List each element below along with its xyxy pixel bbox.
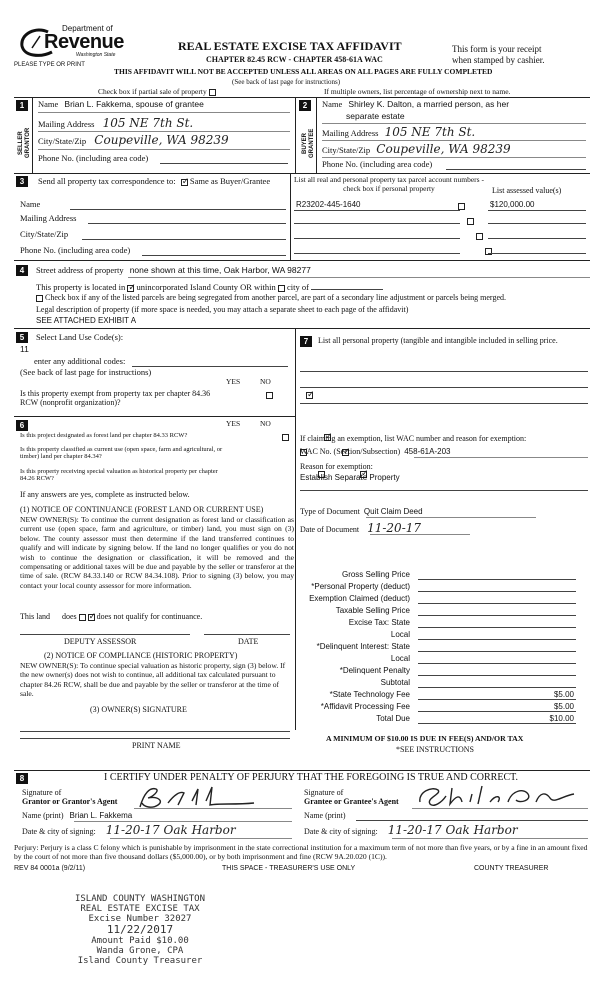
logo-word: Revenue — [44, 31, 124, 53]
s7-minimum: A MINIMUM OF $10.00 IS DUE IN FEE(S) AND/OR TAX — [326, 734, 524, 743]
s3-send-label: Send all property tax correspondence to: — [38, 176, 176, 186]
s1-city-field[interactable]: Coupeville, WA 98239 — [94, 133, 229, 147]
s8-certify: I CERTIFY UNDER PENALTY OF PERJURY THAT THE FOREGOING IS TRUE AND CORRECT. — [104, 772, 518, 783]
q1-yes-checkbox[interactable] — [282, 434, 289, 441]
s6-notice1-title: (1) NOTICE OF CONTINUANCE (FOREST LAND OR CURRENT USE) — [20, 505, 264, 514]
stamp-line-3: Excise Number 32027 — [88, 914, 192, 924]
s7-list-personal: List all personal property (tangible and intangible included in selling price. — [318, 336, 558, 345]
s6-if-yes: If any answers are yes, complete as instructed below. — [20, 490, 190, 499]
fee-value-field[interactable] — [418, 678, 576, 688]
fee-value-field[interactable] — [418, 606, 576, 616]
warning-banner: THIS AFFIDAVIT WILL NOT BE ACCEPTED UNLESS ALL AREAS ON ALL PAGES ARE FULLY COMPLETED — [114, 67, 493, 76]
s6-deputy-label: DEPUTY ASSESSOR — [64, 637, 137, 646]
fee-value-field[interactable] — [418, 630, 576, 640]
section-5-number: 5 — [16, 332, 28, 343]
fee-label: Local — [390, 654, 410, 663]
personal-property-field-3[interactable] — [300, 394, 588, 404]
fee-value-field[interactable] — [418, 618, 576, 628]
s1-name-label: Name — [38, 99, 59, 109]
personal-property-field-2[interactable] — [300, 378, 588, 388]
s2-mailing-label: Mailing Address — [322, 128, 379, 138]
s3-city-field[interactable] — [82, 230, 286, 240]
s8-sig-grantee-label1: Signature of — [304, 788, 344, 797]
fee-row — [298, 570, 576, 581]
segregated-checkbox[interactable] — [36, 295, 43, 302]
fee-value-field[interactable] — [418, 594, 576, 604]
s4-city-of-label: city of — [287, 282, 309, 292]
s8-grantee-date-label: Date & city of signing: — [304, 827, 378, 836]
see-back-instructions: (See back of last page for instructions) — [232, 78, 341, 86]
s8-sig-grantor-label1: Signature of — [22, 788, 62, 797]
fee-row — [298, 678, 576, 689]
s2-name-field[interactable]: Shirley K. Dalton, a married person, as her — [348, 99, 510, 109]
s3-same-label: Same as Buyer/Grantee — [189, 176, 271, 186]
parcel-personal-checkbox-2[interactable] — [467, 218, 474, 225]
buyer-grantee-label: BUYER GRANTEE — [302, 128, 315, 158]
deputy-assessor-field[interactable] — [20, 625, 190, 635]
fee-row — [298, 642, 576, 653]
s5-no-header: NO — [260, 377, 271, 386]
parcel-field-2[interactable] — [294, 214, 460, 224]
s6-no-header: NO — [260, 419, 271, 428]
s2-mailing-field[interactable]: 105 NE 7th St. — [384, 125, 476, 139]
parcel-field-4[interactable] — [294, 244, 460, 254]
s4-segregated-label: Check box if any of the listed parcels are being segregated from another parcel, are part of a secondary line adjustment or parcels being merged. — [45, 293, 506, 302]
s6-does: does — [62, 612, 77, 621]
s8-grantee-name-label: Name (print) — [304, 811, 346, 820]
fee-label: Gross Selling Price — [341, 570, 410, 579]
section-2-number: 2 — [299, 100, 311, 111]
s6-date-label: DATE — [238, 637, 259, 646]
s8-grantee-date[interactable]: 11-20-17 Oak Harbor — [387, 823, 518, 837]
rev-number: REV 84 0001a (9/2/11) — [14, 865, 86, 872]
receipt-note: This form is your receipt — [452, 44, 542, 54]
fee-row — [298, 606, 576, 617]
owner-print-name-field[interactable] — [20, 738, 290, 739]
parcel-number[interactable]: R23202-445-1640 — [296, 200, 361, 209]
parcel-personal-checkbox-3[interactable] — [476, 233, 483, 240]
stamp-line-1: ISLAND COUNTY WASHINGTON — [74, 894, 206, 904]
personal-property-field-1[interactable] — [300, 362, 588, 372]
unincorporated-checkbox[interactable] — [127, 285, 134, 292]
fee-label: *Personal Property (deduct) — [311, 582, 410, 591]
s6-print-name-label: PRINT NAME — [132, 741, 181, 750]
owner-signature-field[interactable] — [20, 722, 290, 732]
s6-yes-header: YES — [226, 419, 241, 428]
s7-wac-label: WAC No. (Section/Subsection) — [300, 447, 401, 456]
s6-q1: Is this project designated as forest land per chapter 84.33 RCW? — [20, 432, 188, 439]
fee-row — [298, 666, 576, 677]
grantor-signature[interactable] — [134, 783, 284, 811]
check-partial-sale — [98, 88, 216, 97]
s2-name-label: Name — [322, 99, 343, 109]
deputy-date-field[interactable] — [204, 625, 290, 635]
s5-exempt-question: Is this property exempt from property tax per chapter 84.36 RCW (nonprofit organization)? — [20, 389, 211, 408]
section-7-number: 7 — [300, 336, 312, 347]
s1-mailing-label: Mailing Address — [38, 119, 95, 129]
s1-name-field[interactable]: Brian L. Fakkema, spouse of grantee — [64, 99, 204, 109]
fee-label: Total Due — [376, 714, 410, 723]
fee-row — [298, 594, 576, 605]
s7-doc-type-label: Type of Document — [300, 507, 360, 516]
form-title: REAL ESTATE EXCISE TAX AFFIDAVIT — [178, 39, 402, 53]
please-type: PLEASE TYPE OR PRINT — [14, 62, 85, 68]
s3-city-label: City/State/Zip — [20, 229, 69, 239]
s6-qualify: qualify for continuance. — [125, 612, 203, 621]
grantee-signature[interactable] — [412, 782, 582, 810]
s5-yes-header: YES — [226, 377, 241, 386]
s4-city-of-field[interactable] — [311, 281, 383, 290]
receipt-note-2: when stamped by cashier. — [452, 55, 545, 65]
s3-phone-label: Phone No. (including area code) — [20, 245, 131, 255]
fee-value-field[interactable] — [418, 642, 576, 652]
s6-notice2-title: (2) NOTICE OF COMPLIANCE (HISTORIC PROPERTY) — [44, 651, 238, 660]
parcel-field-3[interactable] — [294, 229, 460, 239]
s4-unincorporated-label: unincorporated Island County OR within — [136, 282, 276, 292]
s1-phone-label: Phone No. (including area code) — [38, 153, 149, 163]
s4-legal-field[interactable]: SEE ATTACHED EXHIBIT A — [36, 316, 137, 325]
s3-mailing-label: Mailing Address — [20, 213, 77, 223]
fee-label: Local — [390, 630, 410, 639]
fee-row — [298, 654, 576, 665]
s8-grantee-name-field[interactable] — [356, 811, 588, 821]
fee-row — [298, 714, 576, 725]
s1-city-label: City/State/Zip — [38, 136, 87, 146]
s8-sig-grantor-label2: Grantor or Grantor's Agent — [22, 797, 118, 806]
s1-phone-field[interactable] — [160, 154, 288, 164]
s2-city-label: City/State/Zip — [322, 145, 371, 155]
fee-value-field[interactable] — [418, 570, 576, 580]
s7-exemption-label: If claiming an exemption, list WAC number and reason for exemption: — [300, 434, 527, 443]
s2-phone-field[interactable] — [446, 160, 586, 170]
s7-doc-type-field[interactable]: Quit Claim Deed — [363, 507, 423, 516]
fee-value-field[interactable] — [418, 666, 576, 676]
fee-row — [298, 630, 576, 641]
does-qualify-checkbox[interactable] — [79, 614, 86, 621]
perjury-notice: Perjury: Perjury is a class C felony which is punishable by imprisonment in the state correctional institution for a maximum term of not more than five years, or by a fine in an amount fixed by the court of not more than five thousand dollars ($5,000.00), or by both imprisonment and fine (RCW 9A.20.020 (1C)). — [14, 843, 588, 862]
same-as-buyer-checkbox[interactable] — [181, 179, 188, 186]
treasurer-stamp — [50, 894, 230, 966]
stamp-line-5: Amount Paid $10.00 — [91, 936, 189, 946]
s2-phone-label: Phone No. (including area code) — [322, 159, 433, 169]
parcel-personal-checkbox-1[interactable] — [458, 203, 465, 210]
section-8-number: 8 — [16, 773, 28, 784]
s7-see-instructions: *SEE INSTRUCTIONS — [396, 745, 475, 754]
treasurer-space: THIS SPACE - TREASURER'S USE ONLY — [222, 865, 356, 872]
s6-does-not: does not — [96, 612, 124, 621]
fee-value-field[interactable]: $5.00 — [418, 690, 576, 700]
fee-label: Exemption Claimed (deduct) — [309, 594, 410, 603]
exempt-yes-checkbox[interactable] — [266, 392, 273, 399]
s5-see-back: (See back of last page for instructions) — [20, 367, 152, 377]
s7-doc-date-field[interactable]: 11-20-17 — [367, 521, 422, 535]
s6-q2: Is this property classified as current use (open space, farm and agricultural, or timber) land per chapter 84.34? — [20, 446, 223, 461]
fee-label: Excise Tax: State — [348, 618, 410, 627]
fee-row — [298, 690, 576, 701]
revenue-logo — [14, 22, 124, 62]
s3-name-label: Name — [20, 199, 41, 209]
seller-grantor-label: SELLER GRANTOR — [18, 127, 31, 159]
section-1-number: 1 — [16, 100, 28, 111]
fee-value-field[interactable]: $5.00 — [418, 702, 576, 712]
s6-q3: Is this property receiving special valuation as historical property per chapter 84.26 RCW? — [20, 468, 218, 483]
s4-located-label: This property is located in — [36, 282, 126, 292]
section-6-number: 6 — [16, 420, 28, 431]
s7-reason-label: Reason for exemption: — [300, 462, 373, 471]
s6-notice2-body: NEW OWNER(S): To continue special valuation as historic property, sign (3) below. If the new owner(s) does not wish to continue, all additional tax calculated pursuant to chapter 84.26 RCW, shall be due and payable by the seller or transferor at the time of sale. — [20, 661, 286, 699]
fee-label: *Delinquent Penalty — [339, 666, 410, 675]
s5-additional-field[interactable] — [132, 357, 288, 367]
assessed-field-4[interactable] — [488, 244, 586, 254]
s5-land-use-label: Select Land Use Code(s): — [36, 332, 124, 342]
partial-sale-checkbox[interactable] — [209, 89, 216, 96]
assessed-header: List assessed value(s) — [492, 186, 562, 195]
reason-field-2[interactable] — [300, 490, 588, 491]
s2-city-field[interactable]: Coupeville, WA 98239 — [376, 142, 511, 156]
stamp-line-2: REAL ESTATE EXCISE TAX — [80, 904, 200, 914]
logo-dept: Department of — [62, 24, 113, 33]
fee-label: Taxable Selling Price — [335, 606, 410, 615]
form-subtitle: CHAPTER 82.45 RCW - CHAPTER 458-61A WAC — [206, 55, 383, 64]
fee-label: *State Technology Fee — [329, 690, 410, 699]
s4-street-field[interactable]: none shown at this time, Oak Harbor, WA 98277 — [129, 265, 311, 275]
assessed-field-3[interactable] — [488, 229, 586, 239]
s4-legal-label: Legal description of property (if more space is needed, you may attach a separate sheet to each page of the affidavit) — [36, 305, 409, 314]
s7-doc-date-label: Date of Document — [300, 525, 360, 534]
fee-row — [298, 618, 576, 629]
stamp-line-7: Island County Treasurer — [77, 956, 203, 966]
s7-reason-field[interactable]: Establish Separate Property — [300, 473, 400, 482]
s3-name-field[interactable] — [70, 200, 286, 210]
county-treasurer: COUNTY TREASURER — [474, 865, 549, 872]
section-4-number: 4 — [16, 265, 28, 276]
check-partial-label: Check box if partial sale of property — [98, 87, 207, 96]
s8-grantor-name[interactable]: Brian L. Fakkema — [69, 811, 133, 820]
fee-label: *Delinquent Interest: State — [316, 642, 410, 651]
stamp-line-4: 11/22/2017 — [106, 923, 174, 936]
assessed-value[interactable]: $120,000.00 — [490, 200, 535, 209]
s8-sig-grantee-label2: Grantee or Grantee's Agent — [304, 797, 399, 806]
fee-label: Subtotal — [380, 678, 410, 687]
s3-mailing-field[interactable] — [88, 214, 286, 224]
s6-notice1-body: NEW OWNER(S): To continue the current designation as forest land or classification as current use (open space, farm and agriculture, or timber) land, you must sign on (3) below. The county assessor must then determine if the land transferred continues to qualify and will indicate by signing below. If the land no longer qualifies or you do not wish to continue the designation or classification, it will be removed and the compensating or additional taxes will be due and payable by the seller or transferor at the time of sale. (RCW 84.33.140 or RCW 84.34.108). Prior to signing (3) below, you may contact your local county assessor for more information. — [20, 515, 294, 590]
does-not-qualify-checkbox[interactable] — [88, 614, 95, 621]
s7-wac-field[interactable]: 458-61A-203 — [404, 447, 451, 456]
multiple-owners-note: If multiple owners, list percentage of ownership next to name. — [324, 87, 511, 96]
fee-label: *Affidavit Processing Fee — [320, 702, 410, 711]
s8-date-city-label: Date & city of signing: — [22, 827, 96, 836]
fee-value-field[interactable] — [418, 654, 576, 664]
s6-owner-sig-label: (3) OWNER(S) SIGNATURE — [90, 705, 187, 714]
fee-value-field[interactable]: $10.00 — [418, 714, 576, 724]
s1-mailing-field[interactable]: 105 NE 7th St. — [102, 116, 194, 130]
fee-row — [298, 702, 576, 713]
stamp-line-6: Wanda Grone, CPA — [96, 946, 184, 956]
parcel-header: List all real and personal property tax parcel account numbers - check box if personal property — [294, 175, 484, 193]
s5-land-use-field[interactable]: 11 — [20, 344, 29, 354]
assessed-field-2[interactable] — [488, 214, 586, 224]
logo-state: Washington State — [76, 52, 116, 58]
s5-additional-label: enter any additional codes: — [34, 356, 126, 366]
s8-name-print-label: Name (print) — [22, 811, 64, 820]
s3-phone-field[interactable] — [142, 246, 286, 256]
section-3-number: 3 — [16, 176, 28, 187]
s8-grantor-date[interactable]: 11-20-17 Oak Harbor — [105, 823, 236, 837]
s2-name-field-2[interactable]: separate estate — [346, 111, 405, 121]
fee-row — [298, 582, 576, 593]
s6-this-land: This land — [20, 612, 50, 621]
city-of-checkbox[interactable] — [278, 285, 285, 292]
s4-street-label: Street address of property — [36, 265, 124, 275]
fee-value-field[interactable] — [418, 582, 576, 592]
